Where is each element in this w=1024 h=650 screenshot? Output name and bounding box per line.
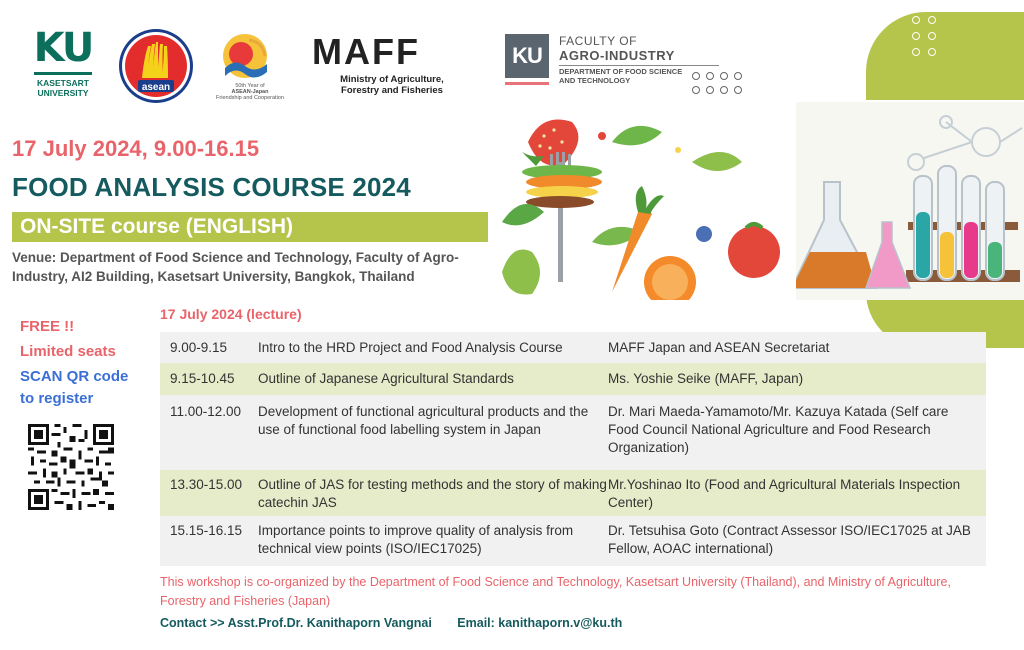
contact-name: Contact >> Asst.Prof.Dr. Kanithaporn Vangnai xyxy=(160,616,432,630)
maff-logo-line2: Forestry and Fisheries xyxy=(341,85,443,96)
contact-line xyxy=(160,616,622,630)
schedule-speaker: MAFF Japan and ASEAN Secretariat xyxy=(608,340,830,355)
maff-logo xyxy=(312,31,472,96)
asean-logo-text: asean xyxy=(141,82,171,93)
asean-japan-line3: Friendship and Cooperation xyxy=(216,95,284,101)
faculty-logo-line1: FACULTY OF xyxy=(559,34,637,48)
free-notice xyxy=(20,314,116,364)
free-label: FREE !! xyxy=(20,318,75,335)
venue-text: Venue: Department of Food Science and Technology, Faculty of Agro-Industry, AI2 Building, Kasetsart University, Bangkok, Thailand xyxy=(12,250,459,284)
limited-seats-label: Limited seats xyxy=(20,343,116,360)
co-organizer-note: This workshop is co-organized by the Department of Food Science and Technology, Kasetsart University (Thailand), and Ministry of Agriculture, Forestry and Fisheries (Japan) xyxy=(160,575,951,608)
schedule-title: 17 July 2024 (lecture) xyxy=(160,306,302,322)
faculty-logo-rule xyxy=(559,65,719,66)
ku-logo-line1: KASETSART xyxy=(37,78,89,88)
schedule-row xyxy=(160,363,986,395)
schedule-row xyxy=(160,395,986,470)
vegetables-illustration xyxy=(492,102,794,300)
faculty-logo xyxy=(505,34,705,90)
ku-logo-line2: UNIVERSITY xyxy=(37,88,89,98)
schedule-speaker: Ms. Yoshie Seike (MAFF, Japan) xyxy=(608,371,804,386)
onsite-banner-text: ON-SITE course (ENGLISH) xyxy=(20,215,294,238)
asean-japan-line1: 50th Year of xyxy=(235,83,265,89)
asean-japan-logo xyxy=(205,28,285,104)
schedule-speaker: Dr. Tetsuhisa Goto (Contract Assessor ISO/IEC17025 at JAB Fellow, AOAC international) xyxy=(608,523,971,556)
schedule-time: 11.00-12.00 xyxy=(170,404,242,419)
schedule-table xyxy=(160,332,986,566)
registration-qr-code[interactable] xyxy=(28,424,114,510)
schedule-row xyxy=(160,332,986,363)
schedule-topic: Intro to the HRD Project and Food Analysis Course xyxy=(258,340,563,355)
faculty-logo-mark: KU xyxy=(505,34,549,78)
schedule-time: 9.00-9.15 xyxy=(170,340,228,355)
schedule-time: 13.30-15.00 xyxy=(170,477,243,492)
scan-qr-line2: to register xyxy=(20,390,94,407)
ku-logo-mark: KU xyxy=(33,25,93,71)
schedule-topic: Development of functional agricultural products and the use of functional food labelling system in Japan xyxy=(258,404,589,437)
asean-japan-line2: ASEAN-Japan xyxy=(231,89,269,95)
schedule-row xyxy=(160,470,986,516)
schedule-topic: Outline of Japanese Agricultural Standards xyxy=(258,371,514,386)
ku-logo xyxy=(30,25,96,98)
schedule-topic: Outline of JAS for testing methods and the story of making catechin JAS xyxy=(258,477,607,510)
faculty-logo-accent xyxy=(505,82,549,85)
contact-email[interactable]: Email: kanithaporn.v@ku.th xyxy=(457,616,623,630)
faculty-logo-dept-1: DEPARTMENT OF FOOD SCIENCE xyxy=(559,67,683,76)
schedule-topic: Importance points to improve quality of analysis from technical view points (ISO/IEC17025) xyxy=(258,523,574,556)
maff-logo-mark: MAFF xyxy=(312,31,420,72)
onsite-banner xyxy=(12,212,488,242)
ku-logo-bar xyxy=(34,72,92,75)
asean-logo xyxy=(118,28,194,104)
green-accent-top xyxy=(866,12,1024,100)
scan-qr-notice xyxy=(20,366,128,410)
schedule-time: 9.15-10.45 xyxy=(170,371,235,386)
schedule-speaker: Dr. Mari Maeda-Yamamoto/Mr. Kazuya Katada (Self care Food Council National Agriculture and Food Research Organization) xyxy=(608,404,949,455)
course-title: FOOD ANALYSIS COURSE 2024 xyxy=(12,172,411,202)
maff-logo-line1: Ministry of Agriculture, xyxy=(340,74,444,85)
faculty-logo-line3 xyxy=(559,68,682,85)
schedule-time: 15.15-16.15 xyxy=(170,523,243,538)
schedule-row xyxy=(160,516,986,566)
asean-japan-caption xyxy=(215,83,285,101)
faculty-logo-dept-2: AND TECHNOLOGY xyxy=(559,75,631,85)
schedule-speaker: Mr.Yoshinao Ito (Food and Agricultural Materials Inspection Center) xyxy=(608,477,961,510)
event-date: 17 July 2024, 9.00-16.15 xyxy=(12,136,260,161)
faculty-logo-line2: AGRO-INDUSTRY xyxy=(559,48,675,63)
scan-qr-line1: SCAN QR code xyxy=(20,368,129,385)
lab-glassware-illustration xyxy=(796,102,1024,300)
